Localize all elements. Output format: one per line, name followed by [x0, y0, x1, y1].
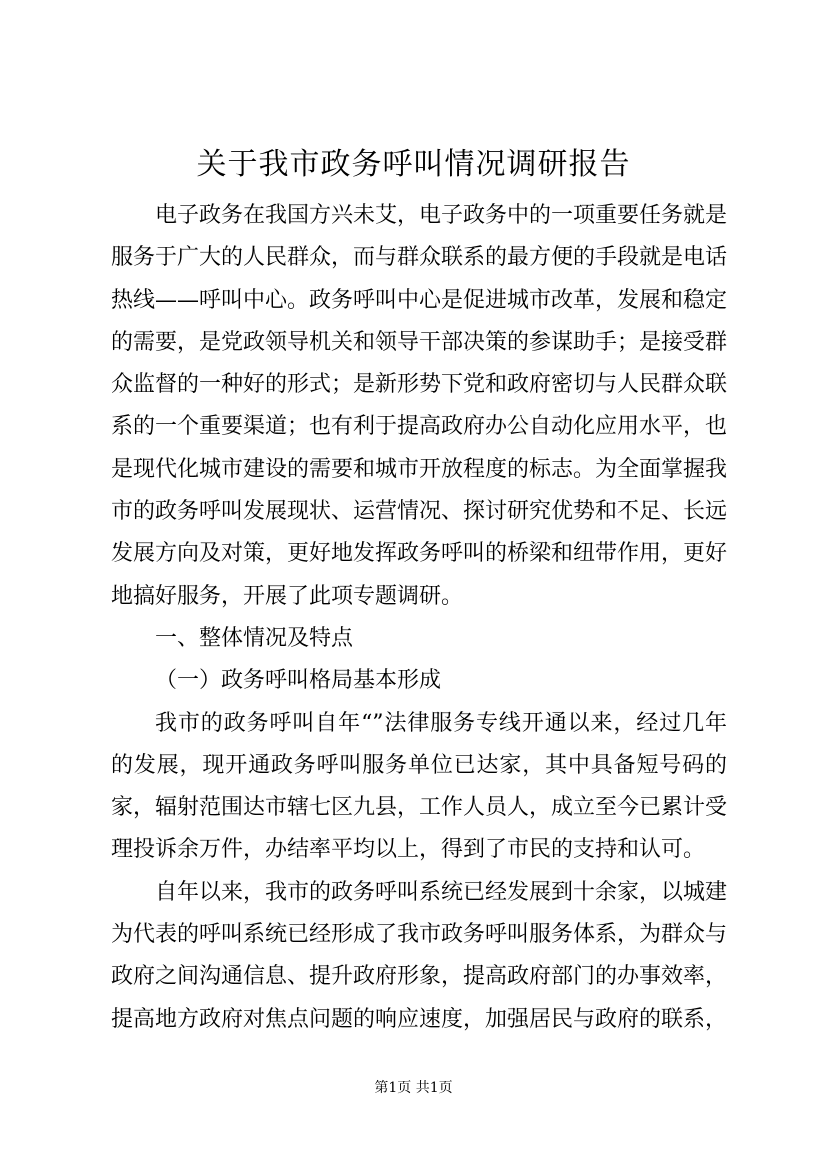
paragraph-3: 自年以来，我市的政务呼叫系统已经发展到十余家，以城建为代表的呼叫系统已经形成了我市政务呼叫服务体系，为群众与政府之间沟通信息、提升政府形象，提高政府部门的办事效率，提高地方政府对焦点问题的响应速度，加强居民与政府的联系， [111, 879, 728, 1032]
document-title: 关于我市政务呼叫情况调研报告 [196, 147, 631, 182]
document-body [111, 195, 727, 1041]
page-footer: 第1页 共1页 [374, 1080, 453, 1096]
section-heading: 一、整体情况及特点 [155, 625, 354, 651]
paragraph-2: 我市的政务呼叫自年“”法律服务专线开通以来，经过几年的发展，现开通政务呼叫服务单位已达家，其中具备短号码的家，辐射范围达市辖七区九县，工作人员人，成立至今已累计受理投诉余万件，办结率平均以上，得到了市民的支持和认可。 [111, 710, 728, 863]
section-subheading: （一）政务呼叫格局基本形成 [155, 668, 442, 694]
paragraph-intro: 电子政务在我国方兴未艾，电子政务中的一项重要任务就是服务于广大的人民群众，而与群众联系的最方便的手段就是电话热线——呼叫中心。政务呼叫中心是促进城市改革，发展和稳定的需要，是党政领导机关和领导干部决策的参谋助手；是接受群众监督的一种好的形式；是新形势下党和政府密切与人民群众联系的一个重要渠道；也有利于提高政府办公自动化应用水平，也是现代化城市建设的需要和城市开放程度的标志。为全面掌握我市的政务呼叫发展现状、运营情况、探讨研究优势和不足、长远发展方向及对策，更好地发挥政务呼叫的桥梁和纽带作用，更好地搞好服务，开展了此项专题调研。 [111, 203, 728, 609]
